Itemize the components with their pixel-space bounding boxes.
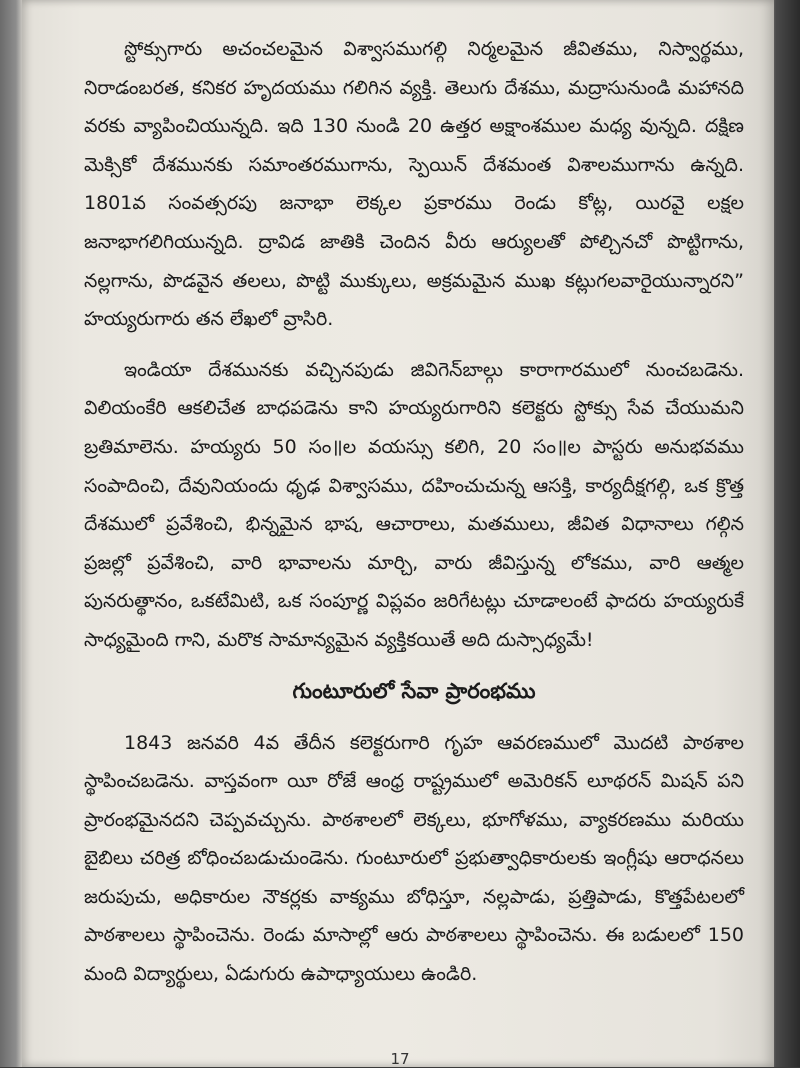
paragraph-2: ఇండియా దేశమునకు వచ్చినపుడు జివిగెన్‌బాల్గు కారాగారములో నుంచబడెను. విలియంకేరి ఆకలిచేత బాధపడెను కాని హయ్యరుగారిని కలెక్టరు స్టోక్సు సేవ చేయుమని బ్రతిమాలెను. హయ్యరు 50 సం॥ల వయస్సు కలిగి, 20 సం॥ల పాస్టరు అనుభవము సంపాదించి, దేవునియందు ధృఢ విశ్వాసము, దహించుచున్న ఆసక్తి, కార్యదీక్షగల్గి, ఒక క్రొత్త దేశములో ప్రవేశించి, భిన్నమైన భాష, ఆచారాలు, మతములు, జీవిత విధానాలు గల్గిన ప్రజల్లో ప్రవేశించి, వారి భావాలను మార్చి, వారు జీవిస్తున్న లోకము, వారి ఆత్మల పునరుత్థానం, ఒకటేమిటి, ఒక సంపూర్ణ విప్లవం జరిగేటట్లు చూడాలంటే ఫాదరు హయ్యరుకే సాధ్యమైంది గాని, మరొక సామాన్యమైన వ్యక్తికయితే అది దుస్సాధ్యమే! [84, 358, 744, 651]
page-number: 17 [390, 1050, 410, 1068]
page-body [84, 30, 744, 994]
section-heading: గుంటూరులో సేవా ప్రారంభము [292, 678, 536, 703]
paragraph-1: స్టోక్సుగారు అచంచలమైన విశ్వాసముగల్గి నిర్మలమైన జీవితము, నిస్వార్థము, నిరాడంబరత, కనికర హృదయము గలిగిన వ్యక్తి. తెలుగు దేశము, మద్రాసునుండి మహానది వరకు వ్యాపించియున్నది. ఇది 130 నుండి 20 ఉత్తర అక్షాంశముల మధ్య వున్నది. దక్షిణ మెక్సికో దేశమునకు సమాంతరముగాను, స్పెయిన్ దేశమంత విశాలముగాను ఉన్నది. 1801వ సంవత్సరపు జనాభా లెక్కల ప్రకారము రెండు కోట్ల, యిరవై లక్షల జనాభాగలిగియున్నది. ద్రావిడ జాతికి చెందిన వీరు ఆర్యులతో పోల్చినచో పొట్టిగాను, నల్లగాను, పొడవైన తలలు, పొట్టి ముక్కులు, అక్రమమైన ముఖ కట్లుగలవారైయున్నారని” హయ్యరుగారు తన లేఖలో వ్రాసిరి. [84, 38, 744, 331]
book-page [22, 0, 774, 1067]
section-paragraph: 1843 జనవరి 4వ తేదీన కలెక్టరుగారి గృహ ఆవరణములో మొదటి పాఠశాల స్థాపించబడెను. వాస్తవంగా యీ రోజే ఆంధ్ర రాష్ట్రములో అమెరికన్ లూథరన్ మిషన్ పని ప్రారంభమైనదని చెప్పవచ్చును. పాఠశాలలో లెక్కలు, భూగోళము, వ్యాకరణము మరియు బైబిలు చరిత్ర బోధించబడుచుండెను. గుంటూరులో ప్రభుత్వాధికారులకు ఇంగ్లీషు ఆరాధనలు జరుపుచు, అధికారుల నౌకర్లకు వాక్యము బోధిస్తూ, నల్లపాడు, ప్రత్తిపాడు, కొత్తపేటలలో పాఠశాలలు స్థాపించెను. రెండు మాసాల్లో ఆరు పాఠశాలలు స్థాపించెను. ఈ బడులలో 150 మంది విద్యార్థులు, ఏడుగురు ఉపాధ్యాయులు ఉండిరి. [84, 731, 744, 986]
